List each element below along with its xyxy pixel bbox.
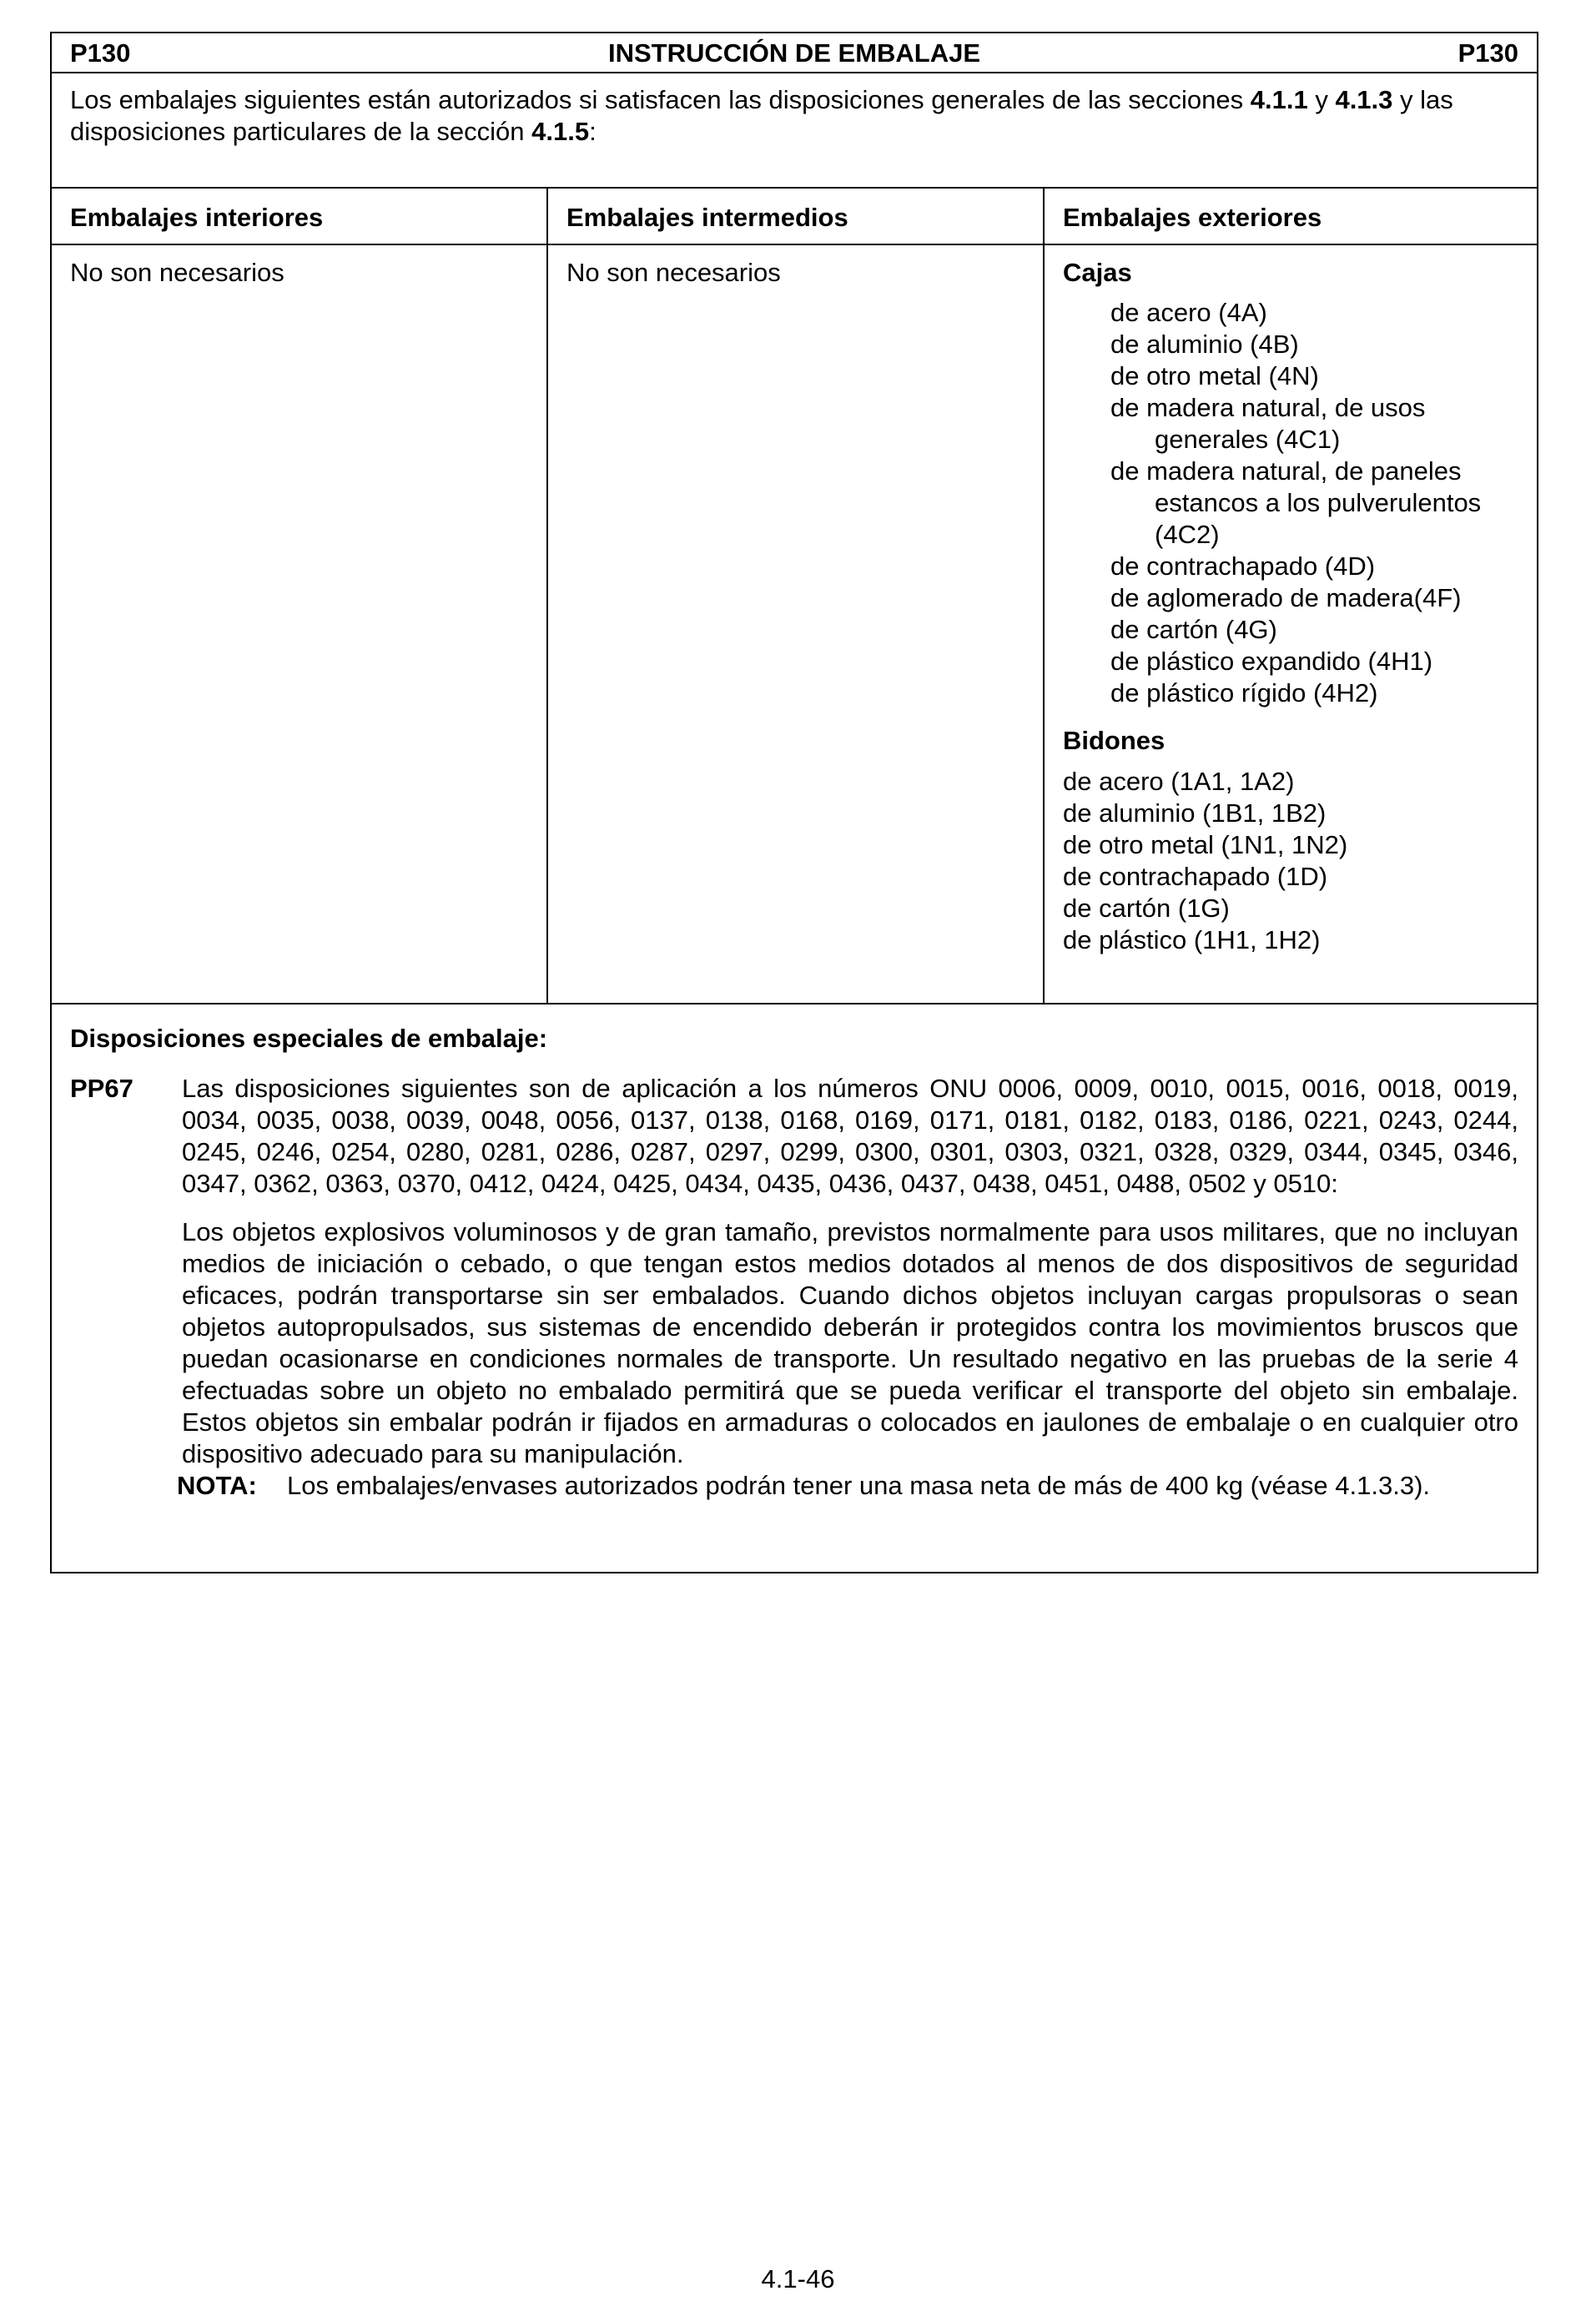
pp67-code: PP67: [70, 1074, 133, 1103]
drums-list: [1063, 766, 1537, 956]
list-item: de cartón (4G): [1110, 615, 1277, 644]
boxes-group-title: Cajas: [1063, 258, 1132, 287]
intermediate-packagings-header: Embalajes intermedios: [548, 189, 1045, 244]
column-headers-row: [52, 189, 1537, 245]
list-item: de plástico (1H1, 1H2): [1063, 925, 1321, 954]
list-item: de aluminio (4B): [1110, 330, 1299, 359]
intermediate-packagings-cell: [548, 245, 1045, 1003]
intro-and: y: [1307, 85, 1336, 114]
list-item: de madera natural, de paneles estancos a los pulverulentos (4C2): [1110, 456, 1482, 549]
inner-packagings-value: No son necesarios: [70, 258, 284, 287]
outer-packagings-header: Embalajes exteriores: [1063, 203, 1322, 232]
pp67-body: [177, 1073, 1518, 1502]
instruction-title: INSTRUCCIÓN DE EMBALAJE: [607, 38, 981, 68]
inner-packagings-cell: [52, 245, 548, 1003]
intro-ref-1: 4.1.1: [1250, 85, 1308, 114]
list-item: de otro metal (1N1, 1N2): [1063, 830, 1348, 859]
list-item: de contrachapado (1D): [1063, 862, 1328, 891]
special-provisions-section: [52, 1004, 1537, 1575]
instruction-code-right: P130: [1458, 38, 1518, 68]
pp67-description: Los objetos explosivos voluminosos y de gran tamaño, previstos normalmente para usos militares, que no incluyan medios de iniciación o cebado, o que tengan estos medios dotados al menos de dos dispositivos de seguridad eficaces, podrán transportarse sin ser embalados. Cuando dichos objetos incluyan cargas propulsoras o sean objetos autopropulsados, sus sistemas de encendido deberán ir protegidos contra los movimientos bruscos que puedan ocasionarse en condiciones normales de transporte. Un resultado negativo en las pruebas de la serie 4 efectuadas sobre un objeto no embalado permitirá que se pueda verificar el transporte del objeto sin embalaje. Estos objetos sin embalar podrán ir fijados en armaduras o colocados en jaulones de embalaje o en cualquier otro dispositivo adecuado para su manipulación.: [182, 1217, 1518, 1468]
page-number: 4.1-46: [761, 2264, 835, 2293]
intro-colon: :: [589, 117, 597, 146]
list-item: de otro metal (4N): [1110, 361, 1319, 390]
outer-packagings-cell: [1045, 245, 1537, 1003]
header-row: [52, 33, 1537, 73]
special-provisions-title: Disposiciones especiales de embalaje:: [70, 1024, 548, 1053]
intro-text-2: y las disposiciones particulares de la sección: [70, 85, 1453, 146]
note-line: [177, 1470, 1518, 1502]
note-text: Los embalajes/envases autorizados podrán tener una masa neta de más de 400 kg (véase 4.1.3.3).: [287, 1471, 1431, 1500]
intro-paragraph: [52, 73, 1537, 189]
boxes-list: [1110, 297, 1537, 709]
list-item: de aglomerado de madera(4F): [1110, 583, 1462, 612]
list-item: de aluminio (1B1, 1B2): [1063, 798, 1327, 828]
drums-group-title: Bidones: [1063, 726, 1166, 755]
list-item: de acero (1A1, 1A2): [1063, 767, 1295, 796]
intermediate-packagings-value: No son necesarios: [566, 258, 781, 287]
intro-ref-2: 4.1.3: [1335, 85, 1393, 114]
list-item: de cartón (1G): [1063, 894, 1230, 923]
list-item: de contrachapado (4D): [1110, 551, 1376, 581]
packing-instruction-table: [50, 32, 1538, 1573]
pp67-provision: [70, 1073, 1518, 1502]
list-item: de madera natural, de usos generales (4C1): [1110, 393, 1426, 454]
list-item: de acero (4A): [1110, 298, 1267, 327]
column-body-row: [52, 245, 1537, 1004]
pp67-applies-text: Las disposiciones siguientes son de aplicación a los números ONU 0006, 0009, 0010, 0015, 0016, 0018, 0019, 0034, 0035, 0038, 0039, 0048, 0056, 0137, 0138, 0168, 0169, 0171, 0181, 0182, 0183, 0186, 0221, 0243, 0244, 0245, 0246, 0254, 0280, 0281, 0286, 0287, 0297, 0299, 0300, 0301, 0303, 0321, 0328, 0329, 0344, 0345, 0346, 0347, 0362, 0363, 0370, 0412, 0424, 0425, 0434, 0435, 0436, 0437, 0438, 0451, 0488, 0502 y 0510:: [182, 1074, 1518, 1198]
list-item: de plástico expandido (4H1): [1110, 647, 1433, 676]
instruction-code-left: P130: [70, 38, 131, 68]
note-label: NOTA:: [177, 1471, 257, 1500]
intro-text-1: Los embalajes siguientes están autorizados si satisfacen las disposiciones generales de las secciones: [70, 85, 1251, 114]
inner-packagings-header: Embalajes interiores: [52, 189, 548, 244]
list-item: de plástico rígido (4H2): [1110, 678, 1378, 707]
intro-ref-3: 4.1.5: [531, 117, 590, 146]
